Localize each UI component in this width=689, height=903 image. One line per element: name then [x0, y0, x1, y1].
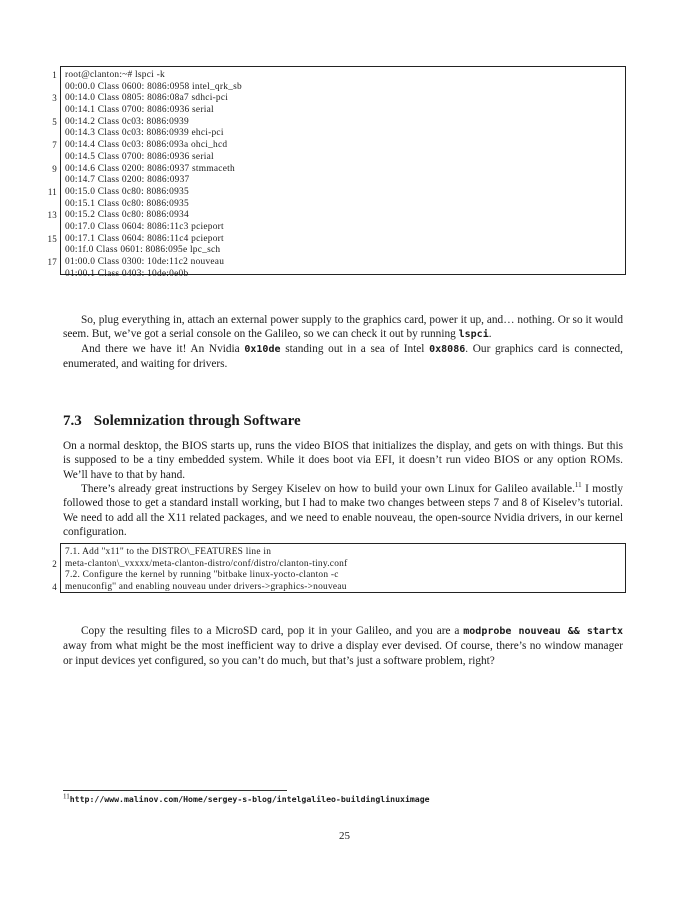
page-number: 25: [339, 830, 350, 842]
code-text: 01:00.1 Class 0403: 10de:0e0b: [65, 268, 189, 279]
code-text: 00:1f.0 Class 0601: 8086:095e lpc_sch: [65, 245, 221, 256]
code-text: 7.2. Configure the kernel by running ''bitbake linux-yocto-clanton -c: [65, 570, 339, 581]
line-number: 13: [47, 210, 57, 221]
code-line: [61, 152, 625, 164]
text: standing out in a sea of Intel: [280, 343, 430, 355]
code-line: [47, 210, 625, 222]
code-line: [52, 140, 625, 152]
text: On a normal desktop, the BIOS starts up, runs the video BIOS that initializes the display, and gets on with things. But this is supposed to be a tiny embedded system. While it does boot via EFI, it doesn’t run video BIOS or any option ROMs. We’ll have to that by hand.: [63, 440, 623, 481]
code-text: 00:15.0 Class 0c80: 8086:0935: [65, 186, 189, 197]
footnote: [63, 794, 430, 804]
code-text: 00:14.1 Class 0700: 8086:0936 serial: [65, 105, 214, 116]
section-heading: [63, 413, 301, 430]
inline-code: 0x10de: [244, 344, 281, 355]
code-text: 00:17.0 Class 0604: 8086:11c3 pcieport: [65, 221, 224, 232]
paragraph-nvidia-found: [63, 342, 623, 372]
code-line: [61, 245, 625, 257]
paragraph-plug-in: [63, 313, 623, 343]
code-line: [61, 128, 625, 140]
code-text: 00:14.4 Class 0c03: 8086:093a ohci_hcd: [65, 140, 228, 151]
code-line: [61, 199, 625, 211]
code-text: 00:17.1 Class 0604: 8086:11c4 pcieport: [65, 233, 224, 244]
line-number: 7: [52, 140, 57, 151]
code-line: [47, 186, 625, 199]
code-text: root@clanton:~# lspci -k: [65, 70, 165, 80]
code-line: [52, 558, 625, 571]
code-text: 00:14.5 Class 0700: 8086:0936 serial: [65, 151, 214, 162]
footnote-ref[interactable]: 11: [574, 481, 582, 490]
code-line: [61, 547, 625, 559]
section-title: Solemnization through Software: [93, 413, 301, 429]
footnote-url[interactable]: http://www.malinov.com/Home/sergey-s-blog/intelgalileo-buildinglinuximage: [69, 794, 430, 804]
line-number: 4: [52, 582, 57, 593]
code-text: menuconfig'' and enabling nouveau under drivers->graphics->nouveau: [65, 582, 347, 593]
code-text: 00:15.1 Class 0c80: 8086:0935: [65, 198, 189, 209]
paragraph-bios: [63, 439, 623, 482]
line-number: 3: [52, 93, 57, 104]
code-text: 00:14.0 Class 0805: 8086:08a7 sdhci-pci: [65, 93, 229, 104]
code-line: [47, 257, 625, 269]
code-line: [61, 105, 625, 117]
code-line: [52, 163, 625, 176]
line-number: 11: [47, 186, 57, 197]
code-text: meta-clanton\_vxxxx/meta-clanton-distro/conf/distro/clanton-tiny.conf: [65, 558, 348, 569]
inline-code: 0x8086: [429, 344, 466, 355]
build-steps-listing: [52, 543, 626, 593]
code-line: [52, 116, 625, 129]
line-number: 2: [52, 558, 57, 569]
lspci-listing: [47, 66, 626, 279]
code-line: [52, 93, 625, 105]
line-number: 15: [47, 233, 57, 244]
section-number: 7.3: [63, 413, 82, 429]
code-text: 7.1. Add ''x11'' to the DISTRO\_FEATURES line in: [65, 547, 272, 557]
paragraph-kiselev: [63, 482, 623, 540]
code-line: [61, 570, 625, 582]
code-text: 00:14.3 Class 0c03: 8086:0939 ehci-pci: [65, 128, 224, 139]
line-number: 5: [52, 116, 57, 127]
text: So, plug everything in, attach an external power supply to the graphics card, power it up, and… nothing. Or so it would seem. But, we’ve got a serial console on the Galileo, so we can check it out by running: [63, 314, 623, 341]
footnote-rule: [63, 790, 287, 791]
inline-code: modprobe nouveau && startx: [463, 626, 623, 637]
line-number: 1: [52, 70, 57, 80]
code-line: [61, 222, 625, 234]
footnote-mark: 11: [63, 792, 70, 801]
code-line: [61, 269, 625, 281]
code-line: [61, 82, 625, 94]
code-text: 00:14.2 Class 0c03: 8086:0939: [65, 116, 189, 127]
paragraph-microsd: [63, 624, 623, 668]
text: . Our graphics card is connected, enumerated, and waiting for drivers.: [63, 343, 623, 371]
inline-code: lspci: [458, 329, 489, 341]
code-line: [52, 70, 625, 82]
code-line: [47, 233, 625, 246]
text: away from what might be the most inefficient way to drive a display ever devised. Of course, there’s no window manager or input devices yet configured, so you can’t do much, but that’s just a software problem, right?: [63, 640, 623, 667]
line-number: 17: [47, 257, 57, 267]
code-line: [52, 582, 625, 594]
code-text: 00:14.7 Class 0200: 8086:0937: [65, 175, 190, 186]
code-text: 00:14.6 Class 0200: 8086:0937 stmmaceth: [65, 163, 235, 174]
text: Copy the resulting files to a MicroSD card, pop it in your Galileo, and you are a: [81, 625, 464, 637]
code-text: 01:00.0 Class 0300: 10de:11c2 nouveau: [65, 257, 225, 267]
text: I mostly followed those to get a standard install working, but I had to make two changes between steps 7 and 8 of Kiselev’s tutorial. We need to add all the X11 related packages, and we need to enable nouveau, the open-source Nvidia drivers, in our kernel configuration.: [63, 483, 623, 539]
code-text: 00:00.0 Class 0600: 8086:0958 intel_qrk_sb: [65, 81, 242, 92]
line-number: 9: [52, 163, 57, 174]
text: .: [488, 328, 492, 341]
code-line: [61, 175, 625, 187]
code-text: 00:15.2 Class 0c80: 8086:0934: [65, 210, 189, 221]
text: And there we have it! An Nvidia: [81, 343, 245, 355]
text: There’s already great instructions by Sergey Kiselev on how to build your own Linux for Galileo available.: [81, 483, 575, 495]
